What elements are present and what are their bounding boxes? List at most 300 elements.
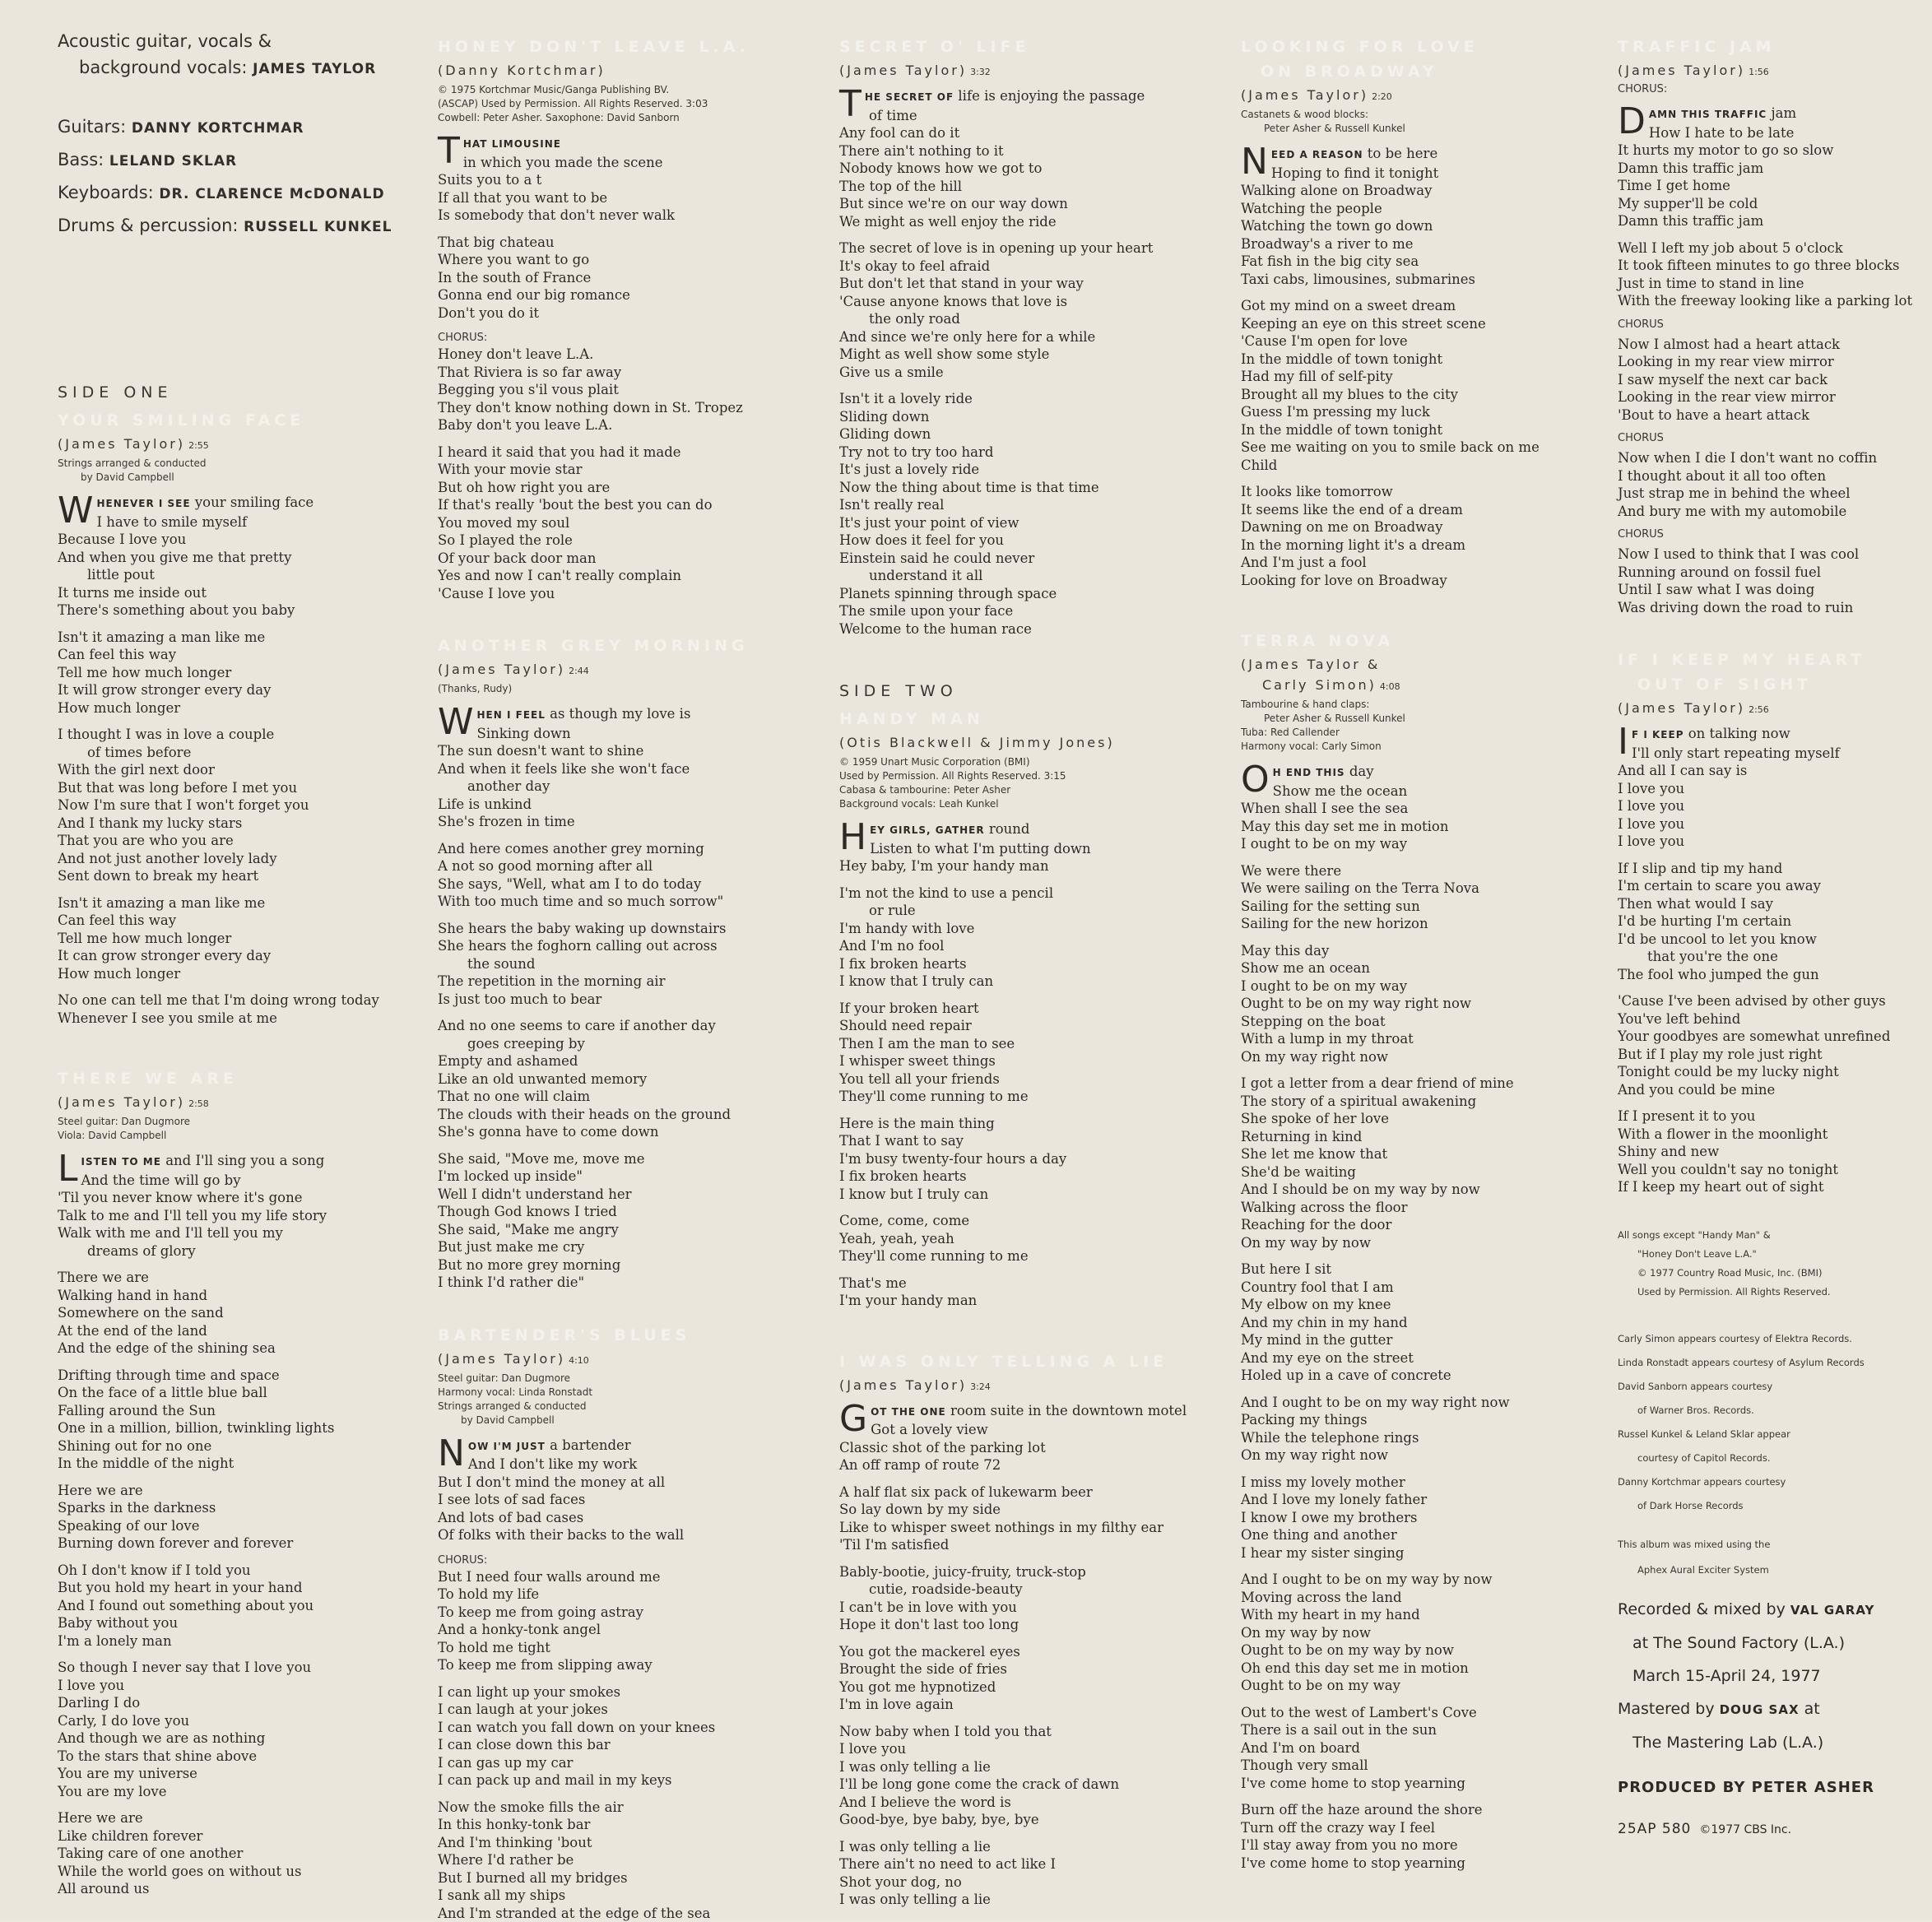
lyric-stanza bbox=[1618, 860, 1922, 984]
songwriter: Carly Simon) bbox=[1262, 677, 1377, 693]
lyric-line: So lay down by my side bbox=[839, 1501, 1234, 1519]
credit-line: Bass: LELAND SKLAR bbox=[58, 146, 420, 174]
lyric-line: Sailing for the new horizon bbox=[1241, 915, 1628, 933]
lyric-line: I hear my sister singing bbox=[1241, 1544, 1628, 1562]
lyric-line: I see lots of sad faces bbox=[438, 1491, 824, 1509]
lyric-line: An off ramp of route 72 bbox=[839, 1456, 1234, 1474]
lyric-line: Walk with me and I'll tell you my bbox=[58, 1224, 420, 1242]
note-line: Steel guitar: Dan Dugmore bbox=[438, 1372, 824, 1386]
lyric-line: Ought to be on my way right now bbox=[1241, 995, 1628, 1013]
lyric-line: I ought to be on my way bbox=[1241, 835, 1628, 853]
lyric-line: And my eye on the street bbox=[1241, 1349, 1628, 1367]
lyric-line: little pout bbox=[58, 566, 420, 584]
lyric-line: I whisper sweet things bbox=[839, 1052, 1234, 1070]
songwriter: (James Taylor) bbox=[58, 1094, 185, 1110]
lyric-line: I can close down this bar bbox=[438, 1736, 824, 1754]
lyric-line: How I hate to be late bbox=[1618, 124, 1922, 142]
lyric-line: Taking care of one another bbox=[58, 1845, 420, 1863]
lyric-line: In the south of France bbox=[438, 269, 824, 287]
lyric-line: She hears the baby waking up downstairs bbox=[438, 920, 824, 938]
lyric-line: She said, "Make me angry bbox=[438, 1221, 824, 1239]
lyric-line: Tell me how much longer bbox=[58, 930, 420, 948]
lyric-line bbox=[839, 820, 1234, 840]
lyric-line: I know that I truly can bbox=[839, 973, 1234, 991]
lyric-line: And when you give me that pretty bbox=[58, 549, 420, 567]
lyric-line: It hurts my motor to go so slow bbox=[1618, 142, 1922, 160]
lyric-line: I've come home to stop yearning bbox=[1241, 1855, 1628, 1873]
lyric-line: Dawning on me on Broadway bbox=[1241, 518, 1628, 536]
song-author bbox=[58, 436, 420, 452]
lyric-line: If I present it to you bbox=[1618, 1107, 1922, 1126]
catalog-number: 25AP 580 bbox=[1618, 1821, 1691, 1837]
lyric-line: To hold me tight bbox=[438, 1639, 824, 1657]
lyric-lead: F I KEEP bbox=[1632, 729, 1684, 740]
note-line: Tuba: Red Callender bbox=[1241, 726, 1628, 740]
lyric-stanza bbox=[58, 494, 420, 620]
lyric-line: Damn this traffic jam bbox=[1618, 160, 1922, 178]
lyric-line: With my heart in my hand bbox=[1241, 1606, 1628, 1624]
song-author bbox=[1618, 700, 1922, 716]
lyric-line: understand it all bbox=[839, 567, 1234, 585]
lyric-line: One thing and another bbox=[1241, 1526, 1628, 1544]
lyric-stanza bbox=[58, 1809, 420, 1898]
lyric-line: 'Til you never know where it's gone bbox=[58, 1189, 420, 1207]
lyric-line: 'Cause I love you bbox=[438, 585, 824, 603]
lyric-line: Now when I die I don't want no coffin bbox=[1618, 449, 1922, 467]
song-traffic-jam bbox=[1618, 35, 1922, 616]
lyric-line: Bably-bootie, juicy-fruity, truck-stop bbox=[839, 1563, 1234, 1581]
lyric-line: And I'm no fool bbox=[839, 937, 1234, 955]
lyric-line: I know I owe my brothers bbox=[1241, 1509, 1628, 1527]
lyric-stanza bbox=[438, 840, 824, 911]
song-title-line: LOOKING FOR LOVE bbox=[1241, 38, 1479, 56]
lyric-line: The sun doesn't want to shine bbox=[438, 742, 824, 760]
lyric-stanza bbox=[1241, 483, 1628, 589]
lyric-line: Gonna end our big romance bbox=[438, 286, 824, 304]
lyric-line: While the world goes on without us bbox=[58, 1863, 420, 1881]
column-4 bbox=[1241, 28, 1628, 1872]
lyric-stanza bbox=[58, 726, 420, 885]
lyric-line: And a honky-tonk angel bbox=[438, 1621, 824, 1639]
note-line: Harmony vocal: Linda Ronstadt bbox=[438, 1386, 824, 1400]
song-title bbox=[1618, 648, 1922, 697]
lyric-line: One in a million, billion, twinkling lights bbox=[58, 1419, 420, 1437]
lyric-line: the sound bbox=[438, 955, 824, 973]
lyric-lead: AMN THIS TRAFFIC bbox=[1649, 109, 1767, 120]
lyric-line: On my way right now bbox=[1241, 1048, 1628, 1066]
lyric-lead: HAT LIMOUSINE bbox=[463, 138, 561, 150]
song-title: I WAS ONLY TELLING A LIE bbox=[839, 1349, 1234, 1374]
song-duration: 2:58 bbox=[188, 1098, 209, 1109]
lyric-line: Isn't really real bbox=[839, 496, 1234, 514]
lyric-line: On my way right now bbox=[1241, 1446, 1628, 1465]
lyric-lead: HENEVER I SEE bbox=[97, 498, 191, 509]
songwriter: (James Taylor) bbox=[1618, 700, 1745, 716]
lyric-line: I love you bbox=[1618, 797, 1922, 815]
lyric-line: Ought to be on my way by now bbox=[1241, 1641, 1628, 1660]
lyric-line: Drifting through time and space bbox=[58, 1367, 420, 1385]
lyric-line: And I thank my lucky stars bbox=[58, 815, 420, 833]
song-author bbox=[58, 1094, 420, 1110]
songwriter: (James Taylor) bbox=[839, 63, 967, 78]
song-author bbox=[438, 63, 824, 78]
label-courtesy-notice bbox=[1618, 1333, 1922, 1512]
chorus-label: CHORUS: bbox=[1618, 83, 1922, 95]
lyric-line: It's just your point of view bbox=[839, 514, 1234, 532]
lyric-line: I thought I was in love a couple bbox=[58, 726, 420, 744]
legal-line: of Dark Horse Records bbox=[1637, 1500, 1922, 1512]
note-line: by David Campbell bbox=[58, 471, 420, 485]
lyric-line: She said, "Move me, move me bbox=[438, 1150, 824, 1168]
lyric-line: They'll come running to me bbox=[839, 1088, 1234, 1106]
lyric-line: Darling I do bbox=[58, 1694, 420, 1712]
aphex-notice bbox=[1618, 1539, 1922, 1576]
lyric-text: a bartender bbox=[550, 1437, 631, 1453]
lyric-line: And I don't like my work bbox=[438, 1455, 824, 1474]
lyric-line: Listen to what I'm putting down bbox=[839, 840, 1234, 858]
lyric-line: She's frozen in time bbox=[438, 813, 824, 831]
lyric-line: Like children forever bbox=[58, 1827, 420, 1845]
lyric-line: My mind in the gutter bbox=[1241, 1331, 1628, 1349]
credit-line: background vocals: JAMES TAYLOR bbox=[58, 54, 420, 82]
lyric-stanza bbox=[1618, 545, 1922, 616]
lyric-line: Walking hand in hand bbox=[58, 1287, 420, 1305]
lyric-line: Oh I don't know if I told you bbox=[58, 1562, 420, 1580]
lyric-line: Tell me how much longer bbox=[58, 664, 420, 682]
lyric-line: And I found out something about you bbox=[58, 1597, 420, 1615]
lyric-line: 'Cause anyone knows that love is bbox=[839, 293, 1234, 311]
credit-line: Acoustic guitar, vocals & bbox=[58, 28, 420, 54]
lyric-line: Einstein said he could never bbox=[839, 550, 1234, 568]
song-title-line: ON BROADWAY bbox=[1241, 59, 1628, 84]
lyric-stanza bbox=[839, 390, 1234, 638]
lyric-line: And I love my lonely father bbox=[1241, 1491, 1628, 1509]
lyric-text: room suite in the downtown motel bbox=[950, 1403, 1187, 1418]
lyric-line: But here I sit bbox=[1241, 1260, 1628, 1279]
lyric-line bbox=[58, 1152, 420, 1172]
lyric-line: Though very small bbox=[1241, 1757, 1628, 1775]
lyric-line: You are my love bbox=[58, 1783, 420, 1801]
lyric-line: On my way by now bbox=[1241, 1624, 1628, 1642]
song-author bbox=[839, 63, 1234, 78]
lyric-line: Had my fill of self-pity bbox=[1241, 368, 1628, 386]
lyric-line: So though I never say that I love you bbox=[58, 1659, 420, 1677]
recording-line: The Mastering Lab (L.A.) bbox=[1618, 1726, 1922, 1759]
lyric-line: Just in time to stand in line bbox=[1618, 275, 1922, 293]
lyric-line: Give us a smile bbox=[839, 364, 1234, 382]
lyric-line: If I slip and tip my hand bbox=[1618, 860, 1922, 878]
lyric-line: Here we are bbox=[58, 1482, 420, 1500]
lyric-line: I was only telling a lie bbox=[839, 1891, 1234, 1909]
recording-credits bbox=[1618, 1593, 1922, 1759]
lyric-line: If that's really 'bout the best you can do bbox=[438, 496, 824, 514]
lyric-line: In the middle of town tonight bbox=[1241, 421, 1628, 439]
lyric-line: I got a letter from a dear friend of mine bbox=[1241, 1075, 1628, 1093]
lyric-line: There is a sail out in the sun bbox=[1241, 1721, 1628, 1739]
lyric-line: She'd be waiting bbox=[1241, 1163, 1628, 1182]
lyric-line: If I keep my heart out of sight bbox=[1618, 1178, 1922, 1196]
producer-credit: PRODUCED BY PETER ASHER bbox=[1618, 1779, 1922, 1796]
lyric-line: And not just another lovely lady bbox=[58, 850, 420, 868]
lyric-line: Damn this traffic jam bbox=[1618, 212, 1922, 230]
lyric-line: Got my mind on a sweet dream bbox=[1241, 297, 1628, 315]
lyric-line: Like to whisper sweet nothings in my filthy ear bbox=[839, 1519, 1234, 1537]
lyric-line: I miss my lovely mother bbox=[1241, 1474, 1628, 1492]
song-title-line: IF I KEEP MY HEART bbox=[1618, 651, 1865, 669]
lyric-stanza bbox=[839, 1723, 1234, 1829]
lyric-line: There's something about you baby bbox=[58, 601, 420, 620]
lyric-line: Walking alone on Broadway bbox=[1241, 182, 1628, 200]
lyric-line: Now I used to think that I was cool bbox=[1618, 545, 1922, 564]
drop-cap: D bbox=[1618, 105, 1646, 138]
lyric-line: And the edge of the shining sea bbox=[58, 1339, 420, 1358]
lyric-line: The story of a spiritual awakening bbox=[1241, 1093, 1628, 1111]
lyric-line: The clouds with their heads on the ground bbox=[438, 1106, 824, 1124]
lyric-line: that you're the one bbox=[1618, 948, 1922, 966]
legal-line: This album was mixed using the bbox=[1618, 1539, 1922, 1551]
lyric-line: Watching the town go down bbox=[1241, 217, 1628, 235]
lyric-line: A half flat six pack of lukewarm beer bbox=[839, 1483, 1234, 1502]
lyric-line: dreams of glory bbox=[58, 1242, 420, 1260]
lyric-line bbox=[438, 705, 824, 725]
lyric-stanza bbox=[839, 1000, 1234, 1106]
lyric-line: in which you made the scene bbox=[438, 154, 824, 172]
lyric-line: And I believe the word is bbox=[839, 1794, 1234, 1812]
lyric-line: It will grow stronger every day bbox=[58, 681, 420, 699]
lyric-text: on talking now bbox=[1688, 726, 1790, 741]
song-author bbox=[1241, 87, 1628, 103]
lyric-stanza bbox=[58, 1269, 420, 1358]
song-duration: 2:56 bbox=[1749, 704, 1769, 715]
lyric-text: and I'll sing you a song bbox=[165, 1153, 324, 1168]
lyric-line: But that was long before I met you bbox=[58, 779, 420, 797]
legal-line: Danny Kortchmar appears courtesy bbox=[1618, 1476, 1922, 1488]
lyric-stanza bbox=[1618, 992, 1922, 1098]
chorus-stanza bbox=[438, 1568, 824, 1674]
lyric-line: Show me an ocean bbox=[1241, 959, 1628, 977]
lyric-lead: EY GIRLS, GATHER bbox=[870, 824, 985, 836]
recording-line: March 15-April 24, 1977 bbox=[1618, 1660, 1922, 1692]
lyric-line: I love you bbox=[839, 1740, 1234, 1758]
drop-cap: W bbox=[438, 706, 474, 739]
lyric-line: I fix broken hearts bbox=[839, 1168, 1234, 1186]
lyric-line: With your movie star bbox=[438, 461, 824, 479]
lyric-line: 'Bout to have a heart attack bbox=[1618, 406, 1922, 425]
drop-cap: W bbox=[58, 494, 94, 527]
lyric-line: I'm busy twenty-four hours a day bbox=[839, 1150, 1234, 1168]
note-line: Steel guitar: Dan Dugmore bbox=[58, 1115, 420, 1129]
lyric-line: It's okay to feel afraid bbox=[839, 258, 1234, 276]
songwriter: (Danny Kortchmar) bbox=[438, 63, 606, 78]
lyric-line: And when it feels like she won't face bbox=[438, 760, 824, 778]
note-line: Peter Asher & Russell Kunkel bbox=[1241, 712, 1628, 726]
lyric-line: You've left behind bbox=[1618, 1010, 1922, 1028]
lyric-line: But don't let that stand in your way bbox=[839, 275, 1234, 293]
lyric-line: The smile upon your face bbox=[839, 602, 1234, 620]
note-line: Harmony vocal: Carly Simon bbox=[1241, 740, 1628, 754]
musician-credits bbox=[58, 28, 420, 240]
lyric-line: How much longer bbox=[58, 699, 420, 717]
lyric-line: No one can tell me that I'm doing wrong today bbox=[58, 991, 420, 1010]
legal-line: Linda Ronstadt appears courtesy of Asylum Records bbox=[1618, 1357, 1922, 1369]
note-line: Cabasa & tambourine: Peter Asher bbox=[839, 783, 1234, 797]
lyric-line: May this day set me in motion bbox=[1241, 818, 1628, 836]
lyric-line: That I want to say bbox=[839, 1132, 1234, 1150]
lyric-line: I heard it said that you had it made bbox=[438, 443, 824, 462]
lyric-stanza bbox=[839, 884, 1234, 991]
lyric-line: With a flower in the moonlight bbox=[1618, 1126, 1922, 1144]
songwriter: (James Taylor) bbox=[839, 1377, 967, 1393]
recording-line: at The Sound Factory (L.A.) bbox=[1618, 1627, 1922, 1660]
lyric-line: We were sailing on the Terra Nova bbox=[1241, 880, 1628, 898]
lyric-stanza bbox=[438, 1017, 824, 1141]
lyric-stanza bbox=[1241, 297, 1628, 474]
lyric-line: We might as well enjoy the ride bbox=[839, 213, 1234, 231]
songwriter: (James Taylor) bbox=[438, 1351, 565, 1367]
lyric-line: Turn off the crazy way I feel bbox=[1241, 1819, 1628, 1837]
lyric-line: When shall I see the sea bbox=[1241, 800, 1628, 818]
note-line: Background vocals: Leah Kunkel bbox=[839, 797, 1234, 811]
lyric-line: Country fool that I am bbox=[1241, 1279, 1628, 1297]
lyric-line: Gliding down bbox=[839, 425, 1234, 443]
copyright-notice: ©1977 CBS Inc. bbox=[1699, 1823, 1791, 1836]
lyric-line: Planets spinning through space bbox=[839, 585, 1234, 603]
lyric-line: Now baby when I told you that bbox=[839, 1723, 1234, 1741]
lyric-text: jam bbox=[1771, 105, 1796, 121]
lyric-stanza bbox=[1241, 1394, 1628, 1465]
song-duration: 3:32 bbox=[970, 67, 991, 77]
lyric-line: That Riviera is so far away bbox=[438, 364, 824, 382]
lyric-line: On my way by now bbox=[1241, 1234, 1628, 1252]
lyric-line: I sank all my ships bbox=[438, 1887, 824, 1905]
lyric-line: But oh how right you are bbox=[438, 479, 824, 497]
lyric-stanza bbox=[839, 1838, 1234, 1909]
lyric-line: I can watch you fall down on your knees bbox=[438, 1719, 824, 1737]
lyric-line: You got the mackerel eyes bbox=[839, 1643, 1234, 1661]
lyric-line: Brought all my blues to the city bbox=[1241, 386, 1628, 404]
lyric-line: Looking in the rear view mirror bbox=[1618, 388, 1922, 406]
note-line: Strings arranged & conducted bbox=[58, 457, 420, 471]
song-author bbox=[839, 735, 1234, 750]
credit-line: Guitars: DANNY KORTCHMAR bbox=[58, 114, 420, 142]
lyric-line: And the time will go by bbox=[58, 1172, 420, 1190]
drop-cap: G bbox=[839, 1403, 867, 1436]
lyric-text: to be here bbox=[1368, 146, 1437, 161]
lyric-line: Come, come, come bbox=[839, 1212, 1234, 1230]
lyric-line: On the face of a little blue ball bbox=[58, 1384, 420, 1402]
lyric-stanza bbox=[1241, 1801, 1628, 1872]
lyric-stanza bbox=[438, 1683, 824, 1790]
song-author bbox=[438, 1351, 824, 1367]
lyric-line: I love you bbox=[1618, 815, 1922, 833]
song-author bbox=[438, 662, 824, 677]
lyric-stanza bbox=[839, 1483, 1234, 1554]
lyric-line: If your broken heart bbox=[839, 1000, 1234, 1018]
song-duration: 2:55 bbox=[188, 440, 209, 451]
lyric-line: Nobody knows how we got to bbox=[839, 160, 1234, 178]
drop-cap: L bbox=[58, 1153, 78, 1186]
lyric-line: Just strap me in behind the wheel bbox=[1618, 485, 1922, 503]
legal-line: © 1977 Country Road Music, Inc. (BMI) bbox=[1637, 1267, 1922, 1279]
lyric-line: Packing my things bbox=[1241, 1411, 1628, 1429]
lyric-line: Was driving down the road to ruin bbox=[1618, 599, 1922, 617]
recording-line: Mastered by DOUG SAX at bbox=[1618, 1692, 1922, 1726]
lyric-line: Welcome to the human race bbox=[839, 620, 1234, 638]
song-title-line: OUT OF SIGHT bbox=[1618, 672, 1922, 697]
lyric-line: Now I almost had a heart attack bbox=[1618, 336, 1922, 354]
lyric-stanza bbox=[438, 705, 824, 831]
lyric-line: At the end of the land bbox=[58, 1322, 420, 1340]
lyric-line: Any fool can do it bbox=[839, 124, 1234, 142]
lyric-stanza bbox=[1241, 1075, 1628, 1251]
lyric-line: Oh end this day set me in motion bbox=[1241, 1660, 1628, 1678]
lyric-line: In this honky-tonk bar bbox=[438, 1816, 824, 1834]
lyric-line: Well you couldn't say no tonight bbox=[1618, 1161, 1922, 1179]
lyric-text: round bbox=[989, 821, 1030, 837]
note-line: Used by Permission. All Rights Reserved. 3:15 bbox=[839, 769, 1234, 783]
lyric-line: Falling around the Sun bbox=[58, 1402, 420, 1420]
legal-line: courtesy of Capitol Records. bbox=[1637, 1452, 1922, 1465]
lyric-line: I fix broken hearts bbox=[839, 955, 1234, 973]
song-duration: 1:56 bbox=[1749, 67, 1769, 77]
lyric-line: It turns me inside out bbox=[58, 584, 420, 602]
lyric-stanza bbox=[839, 1115, 1234, 1204]
lyric-line: Baby don't you leave L.A. bbox=[438, 416, 824, 434]
lyric-lead: H END THIS bbox=[1273, 767, 1345, 778]
song-notes bbox=[1241, 108, 1628, 136]
column-3 bbox=[839, 28, 1234, 1909]
song-honey-dont-leave-la bbox=[438, 35, 824, 602]
song-looking-for-love-on-broadway bbox=[1241, 35, 1628, 589]
lyric-line: Talk to me and I'll tell you my life story bbox=[58, 1207, 420, 1225]
chorus-label: CHORUS: bbox=[438, 332, 824, 344]
lyric-stanza bbox=[438, 134, 824, 225]
lyric-line: With too much time and so much sorrow" bbox=[438, 893, 824, 911]
chorus-label: CHORUS bbox=[1618, 528, 1922, 541]
lyric-line: You got me hypnotized bbox=[839, 1678, 1234, 1697]
lyric-line: And bury me with my automobile bbox=[1618, 503, 1922, 521]
lyric-stanza bbox=[438, 920, 824, 1009]
lyric-line: Classic shot of the parking lot bbox=[839, 1439, 1234, 1457]
drop-cap: I bbox=[1618, 726, 1628, 759]
lyric-line: And I'm thinking 'bout bbox=[438, 1834, 824, 1852]
lyric-line: With the girl next door bbox=[58, 761, 420, 779]
song-duration: 2:20 bbox=[1372, 91, 1392, 102]
lyric-stanza bbox=[58, 629, 420, 717]
lyric-line: And here comes another grey morning bbox=[438, 840, 824, 858]
lyric-line: And I'm just a fool bbox=[1241, 554, 1628, 572]
song-title: BARTENDER'S BLUES bbox=[438, 1323, 824, 1348]
lyric-line: Burn off the haze around the shore bbox=[1241, 1801, 1628, 1819]
lyric-line: Carly, I do love you bbox=[58, 1712, 420, 1730]
note-line: by David Campbell bbox=[438, 1414, 824, 1428]
lyric-line: I'm handy with love bbox=[839, 920, 1234, 938]
lyric-stanza bbox=[438, 443, 824, 603]
lyric-line: The top of the hill bbox=[839, 178, 1234, 196]
note-line: Strings arranged & conducted bbox=[438, 1400, 824, 1414]
lyric-line: You are my universe bbox=[58, 1765, 420, 1783]
credit-line: Drums & percussion: RUSSELL KUNKEL bbox=[58, 212, 420, 240]
lyric-line: Life is unkind bbox=[438, 796, 824, 814]
lyric-line: Empty and ashamed bbox=[438, 1052, 824, 1070]
side-two-label: SIDE TWO bbox=[839, 682, 1234, 700]
lyric-line: Now I'm sure that I won't forget you bbox=[58, 796, 420, 815]
lyric-line: It took fifteen minutes to go three blocks bbox=[1618, 257, 1922, 275]
lyric-line: another day bbox=[438, 778, 824, 796]
song-i-was-only-telling-a-lie bbox=[839, 1349, 1234, 1909]
lyric-line: Sliding down bbox=[839, 408, 1234, 426]
lyric-stanza bbox=[839, 1643, 1234, 1714]
